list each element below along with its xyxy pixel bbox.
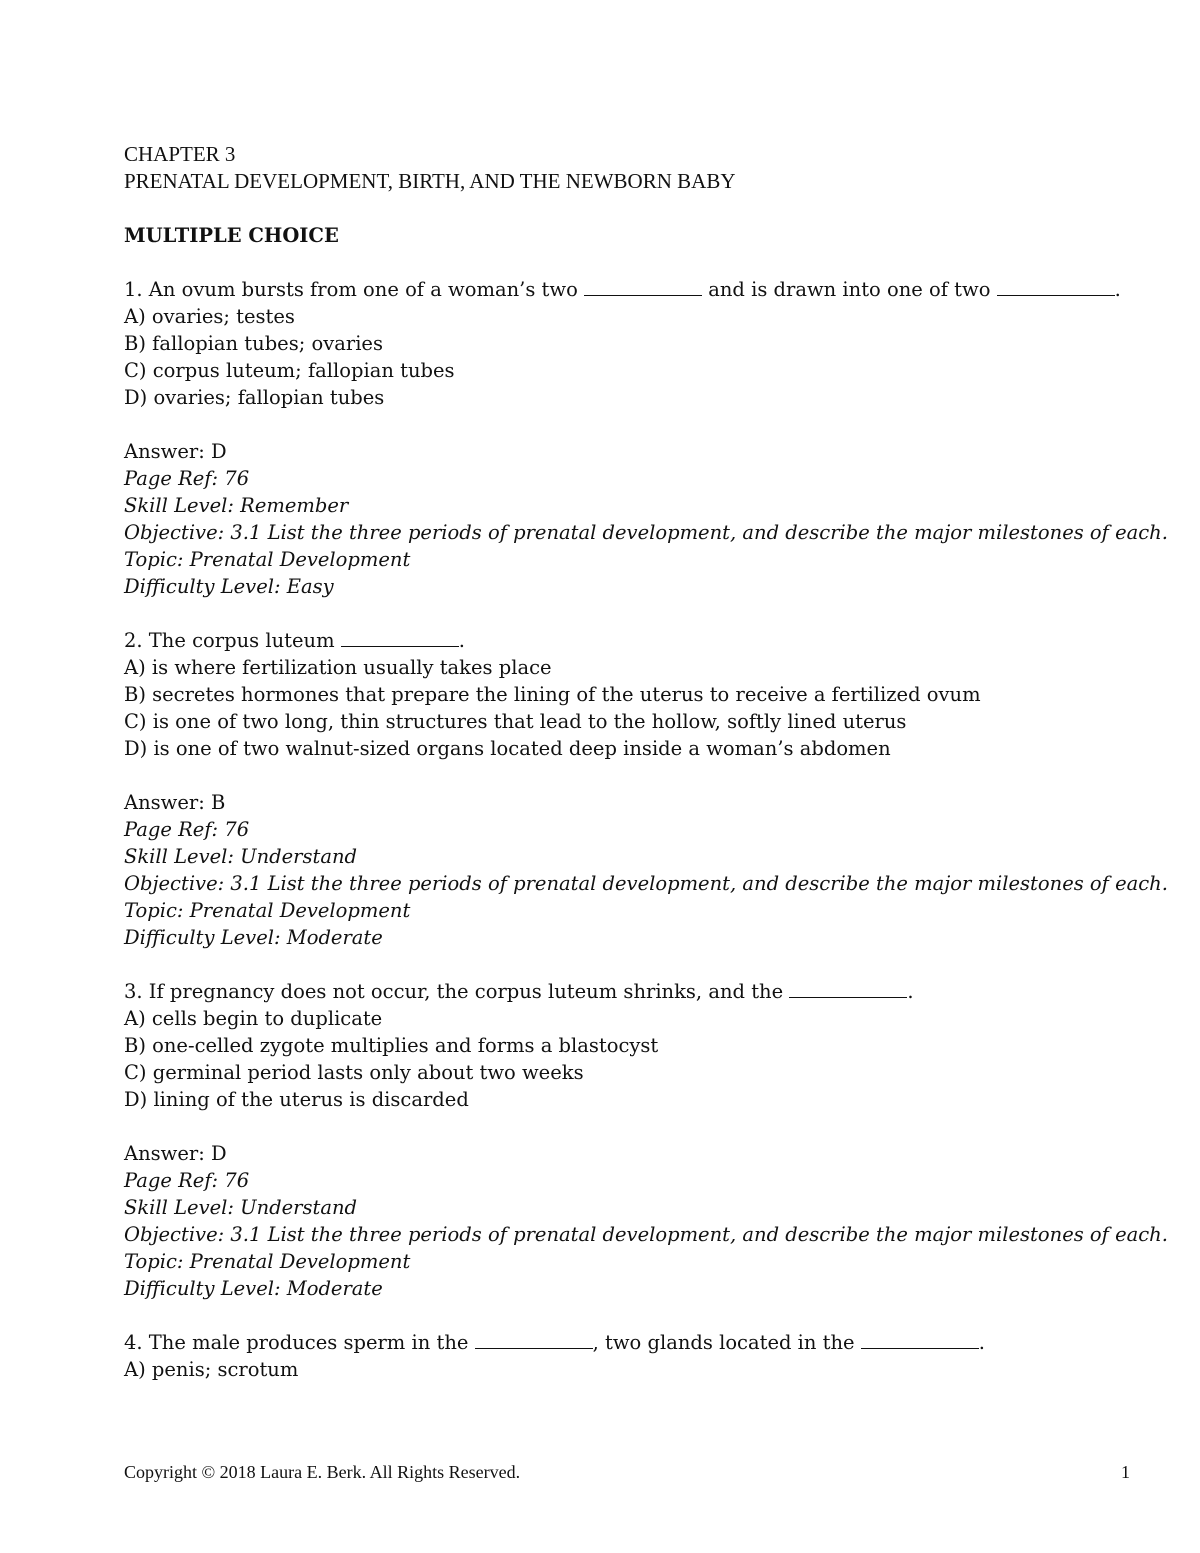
chapter-title: PRENATAL DEVELOPMENT, BIRTH, AND THE NEWBORN BABY bbox=[124, 169, 736, 193]
option-c: C) germinal period lasts only about two weeks bbox=[124, 1061, 584, 1084]
skill-level: Skill Level: Understand bbox=[124, 1196, 357, 1219]
question-stem: 2. The corpus luteum . bbox=[124, 629, 465, 652]
option-b: B) fallopian tubes; ovaries bbox=[124, 332, 383, 355]
answer-blank bbox=[997, 277, 1115, 296]
page-number: 1 bbox=[1121, 1462, 1130, 1482]
option-d: D) ovaries; fallopian tubes bbox=[124, 386, 385, 409]
topic: Topic: Prenatal Development bbox=[124, 1250, 411, 1273]
copyright-notice: Copyright © 2018 Laura E. Berk. All Rights Reserved. bbox=[124, 1462, 521, 1482]
option-d: D) lining of the uterus is discarded bbox=[124, 1088, 469, 1111]
answer: Answer: B bbox=[124, 791, 226, 814]
topic: Topic: Prenatal Development bbox=[124, 899, 411, 922]
option-b: B) one-celled zygote multiplies and forms a blastocyst bbox=[124, 1034, 659, 1057]
answer-blank bbox=[789, 979, 907, 998]
chapter-number: CHAPTER 3 bbox=[124, 142, 236, 166]
page-ref: Page Ref: 76 bbox=[124, 818, 250, 841]
answer-blank bbox=[475, 1330, 593, 1349]
option-a: A) cells begin to duplicate bbox=[124, 1007, 383, 1030]
option-a: A) ovaries; testes bbox=[124, 305, 295, 328]
page-ref: Page Ref: 76 bbox=[124, 1169, 250, 1192]
answer-blank bbox=[341, 628, 459, 647]
topic: Topic: Prenatal Development bbox=[124, 548, 411, 571]
question-stem: 1. An ovum bursts from one of a woman’s two and is drawn into one of two . bbox=[124, 278, 1121, 301]
answer: Answer: D bbox=[124, 1142, 227, 1165]
objective: Objective: 3.1 List the three periods of prenatal development, and describe the major milestones of each. bbox=[124, 1223, 1168, 1246]
objective: Objective: 3.1 List the three periods of prenatal development, and describe the major milestones of each. bbox=[124, 521, 1168, 544]
question-stem: 3. If pregnancy does not occur, the corpus luteum shrinks, and the . bbox=[124, 980, 914, 1003]
difficulty-level: Difficulty Level: Moderate bbox=[124, 926, 383, 949]
difficulty-level: Difficulty Level: Easy bbox=[124, 575, 334, 598]
question-4 bbox=[124, 1329, 1124, 1383]
option-d: D) is one of two walnut-sized organs located deep inside a woman’s abdomen bbox=[124, 737, 891, 760]
skill-level: Skill Level: Understand bbox=[124, 845, 357, 868]
answer: Answer: D bbox=[124, 440, 227, 463]
objective: Objective: 3.1 List the three periods of prenatal development, and describe the major milestones of each. bbox=[124, 872, 1168, 895]
difficulty-level: Difficulty Level: Moderate bbox=[124, 1277, 383, 1300]
option-c: C) is one of two long, thin structures that lead to the hollow, softly lined uterus bbox=[124, 710, 907, 733]
question-stem: 4. The male produces sperm in the , two glands located in the . bbox=[124, 1331, 985, 1354]
document-page bbox=[124, 141, 1168, 1383]
section-heading: MULTIPLE CHOICE bbox=[124, 224, 339, 247]
option-b: B) secretes hormones that prepare the lining of the uterus to receive a fertilized ovum bbox=[124, 683, 981, 706]
skill-level: Skill Level: Remember bbox=[124, 494, 349, 517]
page-ref: Page Ref: 76 bbox=[124, 467, 250, 490]
option-a: A) is where fertilization usually takes place bbox=[124, 656, 552, 679]
question-3 bbox=[124, 978, 1168, 1302]
question-1 bbox=[124, 276, 1168, 600]
option-a: A) penis; scrotum bbox=[124, 1358, 299, 1381]
answer-blank bbox=[861, 1330, 979, 1349]
answer-blank bbox=[584, 277, 702, 296]
question-2 bbox=[124, 627, 1168, 951]
option-c: C) corpus luteum; fallopian tubes bbox=[124, 359, 455, 382]
